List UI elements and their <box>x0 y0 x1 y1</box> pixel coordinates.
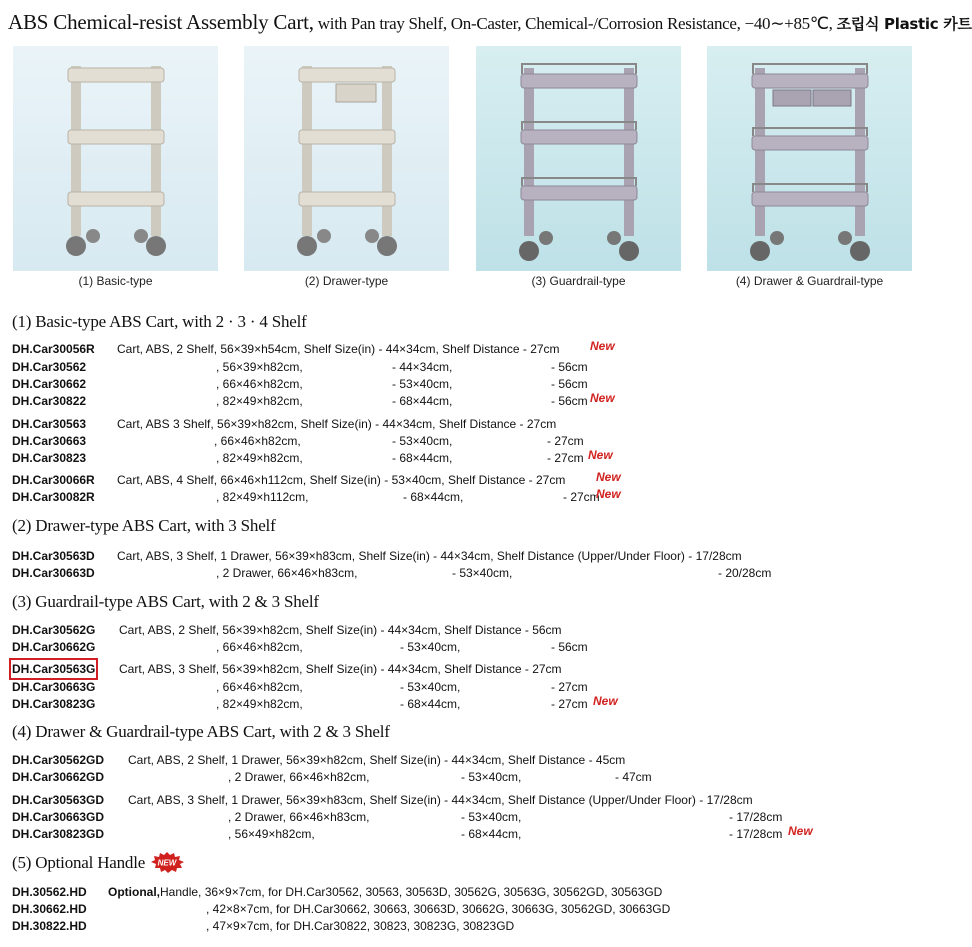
product-spec: , 82×49×h112cm, <box>216 490 309 504</box>
shelf-size: - 53×40cm, <box>400 680 461 694</box>
photo-guardrail-type <box>476 46 681 271</box>
product-row <box>0 809 925 825</box>
shelf-size: - 44×34cm, <box>392 360 453 374</box>
product-code: DH.Car30056R <box>12 342 95 356</box>
shelf-distance: - 56cm <box>551 394 588 408</box>
shelf-distance: - 17/28cm <box>729 827 783 841</box>
optional-label: Optional, <box>108 885 160 899</box>
title-main: ABS Chemical-resist Assembly Cart, <box>8 10 314 34</box>
product-code: DH.Car30563GD <box>12 793 105 807</box>
product-code: DH.30562.HD <box>12 885 87 899</box>
product-code: DH.Car30662GD <box>12 770 105 784</box>
product-row <box>0 433 925 449</box>
product-spec: , 66×46×h82cm, <box>214 434 301 448</box>
photo-drawer-type <box>244 46 449 271</box>
product-spec: , 56×39×h82cm, <box>216 360 303 374</box>
product-photos <box>0 46 925 296</box>
product-row <box>0 489 925 505</box>
product-spec: Cart, ABS 3 Shelf, 56×39×h82cm, Shelf Size(in) - 44×34cm, Shelf Distance - 27cm <box>117 417 557 431</box>
product-spec: , 2 Drawer, 66×46×h83cm, <box>216 566 358 580</box>
section-heading-basic: (1) Basic-type ABS Cart, with 2 · 3 · 4 Shelf <box>12 312 307 331</box>
new-tag: New <box>596 470 621 484</box>
product-spec: , 66×46×h82cm, <box>216 680 303 694</box>
product-code: DH.Car30562GD <box>12 753 105 767</box>
shelf-size: - 68×44cm, <box>400 697 461 711</box>
product-code: DH.Car30562 <box>12 360 87 374</box>
product-spec: , 56×49×h82cm, <box>228 827 315 841</box>
caption-guardrail-type: (3) Guardrail-type <box>531 274 626 288</box>
photo-basic-type <box>13 46 218 271</box>
product-code: DH.Car30822 <box>12 394 87 408</box>
product-row <box>0 696 925 712</box>
shelf-distance: - 56cm <box>551 640 588 654</box>
product-code: DH.30662.HD <box>12 902 87 916</box>
product-spec: Cart, ABS, 3 Shelf, 56×39×h82cm, Shelf Size(in) - 44×34cm, Shelf Distance - 27cm <box>119 662 562 676</box>
shelf-distance: - 27cm <box>551 697 588 711</box>
section-heading-drawer: (2) Drawer-type ABS Cart, with 3 Shelf <box>12 516 276 535</box>
product-row <box>0 792 925 808</box>
product-code: DH.Car30662G <box>12 640 96 654</box>
product-row <box>0 639 925 655</box>
cart-basic-icon <box>13 46 218 271</box>
caption-drawer-guardrail-type: (4) Drawer & Guardrail-type <box>735 274 884 288</box>
product-code: DH.Car30823GD <box>12 827 105 841</box>
product-code: DH.Car30663D <box>12 566 95 580</box>
product-row <box>0 341 925 357</box>
product-code: DH.Car30563G <box>12 662 96 676</box>
section-heading-drawer-guardrail: (4) Drawer & Guardrail-type ABS Cart, with 2 & 3 Shelf <box>12 722 390 741</box>
product-row <box>0 393 925 409</box>
product-code: DH.Car30663G <box>12 680 96 694</box>
shelf-size: - 53×40cm, <box>461 770 522 784</box>
photo-drawer-guardrail-type <box>707 46 912 271</box>
product-spec: Handle, 36×9×7cm, for DH.Car30562, 30563, 30563D, 30562G, 30563G, 30562GD, 30563GD <box>160 885 663 899</box>
product-spec: Cart, ABS, 4 Shelf, 66×46×h112cm, Shelf Size(in) - 53×40cm, Shelf Distance - 27cm <box>117 473 566 487</box>
new-badge-icon <box>149 851 185 873</box>
product-spec: , 66×46×h82cm, <box>216 640 303 654</box>
shelf-size: - 68×44cm, <box>392 451 453 465</box>
shelf-distance: - 47cm <box>615 770 652 784</box>
product-spec: , 42×8×7cm, for DH.Car30662, 30663, 30663D, 30662G, 30663G, 30562GD, 30663GD <box>206 902 671 916</box>
new-tag: New <box>788 824 813 838</box>
new-tag: New <box>588 448 613 462</box>
caption-drawer-type: (2) Drawer-type <box>304 274 389 288</box>
shelf-distance: - 56cm <box>551 377 588 391</box>
new-tag: New <box>590 339 615 353</box>
product-code: DH.30822.HD <box>12 919 87 933</box>
product-row <box>0 884 925 900</box>
product-spec: Cart, ABS, 2 Shelf, 1 Drawer, 56×39×h82cm, Shelf Size(in) - 44×34cm, Shelf Distance - 45cm <box>128 753 626 767</box>
shelf-distance: - 20/28cm <box>718 566 772 580</box>
product-row <box>0 918 925 934</box>
shelf-size: - 68×44cm, <box>461 827 522 841</box>
product-spec: , 47×9×7cm, for DH.Car30822, 30823, 30823G, 30823GD <box>206 919 515 933</box>
product-row <box>0 752 925 768</box>
product-row <box>0 416 925 432</box>
cart-drawer-icon <box>244 46 449 271</box>
caption-basic-type: (1) Basic-type <box>78 274 153 288</box>
product-code: DH.Car30663 <box>12 434 87 448</box>
product-row <box>0 679 925 695</box>
product-code: DH.Car30563 <box>12 417 87 431</box>
product-code: DH.Car30823G <box>12 697 96 711</box>
product-code: DH.Car30082R <box>12 490 95 504</box>
shelf-size: - 68×44cm, <box>392 394 453 408</box>
product-spec: , 2 Drawer, 66×46×h82cm, <box>228 770 370 784</box>
shelf-size: - 53×40cm, <box>392 377 453 391</box>
product-row <box>0 376 925 392</box>
cart-drawer-guardrail-icon <box>707 46 912 271</box>
product-spec: , 82×49×h82cm, <box>216 394 303 408</box>
shelf-size: - 53×40cm, <box>452 566 513 580</box>
product-row <box>0 359 925 375</box>
product-row <box>0 565 925 581</box>
shelf-distance: - 17/28cm <box>729 810 783 824</box>
product-code: DH.Car30662 <box>12 377 87 391</box>
product-row <box>0 769 925 785</box>
cart-guardrail-icon <box>476 46 681 271</box>
shelf-distance: - 27cm <box>547 451 584 465</box>
product-spec: Cart, ABS, 3 Shelf, 1 Drawer, 56×39×h83cm, Shelf Size(in) - 44×34cm, Shelf Distance (Upper/Under Floor) - 17/28cm <box>117 549 742 563</box>
product-row <box>0 450 925 466</box>
product-spec: , 82×49×h82cm, <box>216 697 303 711</box>
new-badge-text: NEW <box>157 858 177 868</box>
title-korean: 조립식 Plastic 카트 <box>836 15 972 33</box>
product-row <box>0 472 925 488</box>
product-spec: , 2 Drawer, 66×46×h83cm, <box>228 810 370 824</box>
product-spec: Cart, ABS, 2 Shelf, 56×39×h54cm, Shelf Size(in) - 44×34cm, Shelf Distance - 27cm <box>117 342 560 356</box>
shelf-distance: - 27cm <box>551 680 588 694</box>
product-spec: Cart, ABS, 2 Shelf, 56×39×h82cm, Shelf Size(in) - 44×34cm, Shelf Distance - 56cm <box>119 623 562 637</box>
new-tag: New <box>593 694 618 708</box>
product-row <box>0 661 925 677</box>
shelf-size: - 68×44cm, <box>403 490 464 504</box>
shelf-distance: - 27cm <box>547 434 584 448</box>
product-code: DH.Car30663GD <box>12 810 105 824</box>
section-heading-guardrail: (3) Guardrail-type ABS Cart, with 2 & 3 Shelf <box>12 592 319 611</box>
product-code: DH.Car30563D <box>12 549 95 563</box>
shelf-size: - 53×40cm, <box>392 434 453 448</box>
shelf-size: - 53×40cm, <box>461 810 522 824</box>
product-code: DH.Car30562G <box>12 623 96 637</box>
product-spec: , 66×46×h82cm, <box>216 377 303 391</box>
shelf-size: - 53×40cm, <box>400 640 461 654</box>
section-heading-optional-handle: (5) Optional Handle <box>12 853 146 872</box>
shelf-distance: - 27cm <box>563 490 600 504</box>
new-tag: New <box>590 391 615 405</box>
product-spec: Cart, ABS, 3 Shelf, 1 Drawer, 56×39×h83cm, Shelf Size(in) - 44×34cm, Shelf Distance (Upper/Under Floor) - 17/28cm <box>128 793 753 807</box>
product-spec: , 82×49×h82cm, <box>216 451 303 465</box>
product-row <box>0 826 925 842</box>
product-row <box>0 901 925 917</box>
product-code: DH.Car30066R <box>12 473 95 487</box>
page-title <box>8 10 972 36</box>
product-code: DH.Car30823 <box>12 451 87 465</box>
shelf-distance: - 56cm <box>551 360 588 374</box>
new-tag: New <box>596 487 621 501</box>
title-rest: with Pan tray Shelf, On-Caster, Chemical-/Corrosion Resistance, −40∼+85℃, <box>313 14 837 33</box>
product-row <box>0 622 925 638</box>
product-row <box>0 548 925 564</box>
